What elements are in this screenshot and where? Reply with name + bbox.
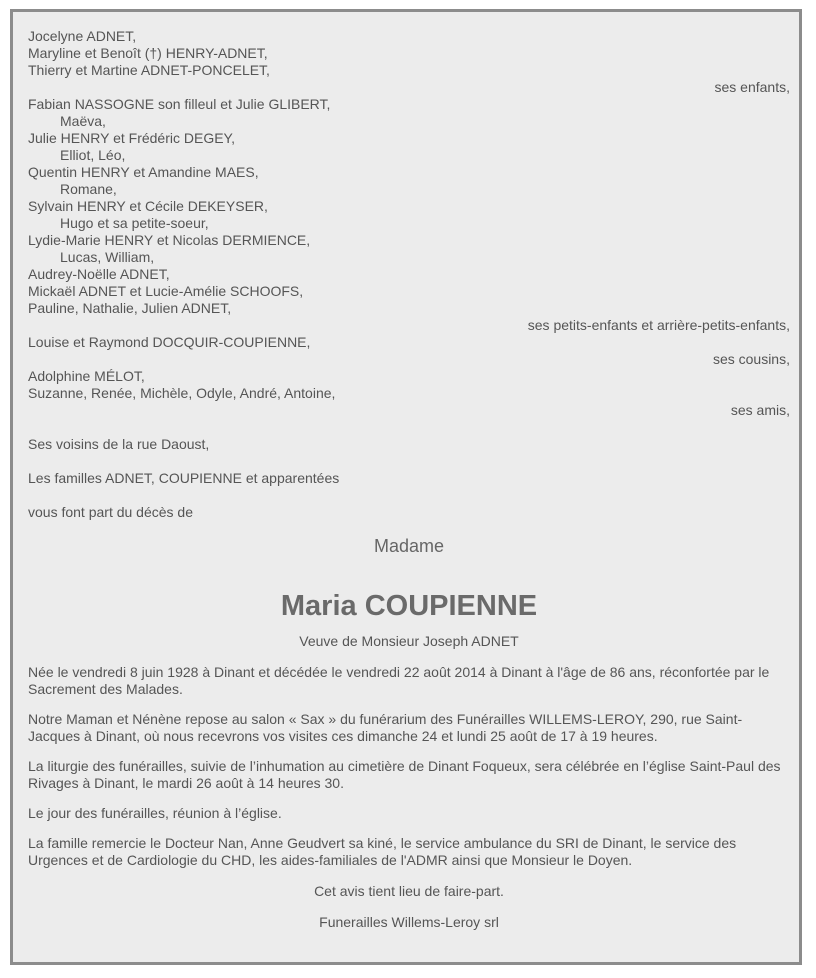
obituary-card <box>10 9 802 965</box>
grandchildren-label: ses petits-enfants et arrière-petits-enfants, <box>527 317 790 333</box>
friend-line: Adolphine MÉLOT, <box>28 368 145 384</box>
friends-label: ses amis, <box>730 402 790 418</box>
great-grandchild-line: Romane, <box>60 181 117 197</box>
cousins-label: ses cousins, <box>712 351 790 367</box>
deceased-title: Madame <box>373 536 445 556</box>
birth-death-paragraph: Née le vendredi 8 juin 1928 à Dinant et décédée le vendredi 22 août 2014 à Dinant à l'âge de 86 ans, réconfortée par le Sacrement des Malades. <box>28 664 770 697</box>
cousin-line: Louise et Raymond DOCQUIR-COUPIENNE, <box>28 334 311 350</box>
deceased-name: Maria COUPIENNE <box>280 590 538 622</box>
obituary-content <box>28 28 790 931</box>
great-grandchild-line: Elliot, Léo, <box>60 147 126 163</box>
grandchild-line: Quentin HENRY et Amandine MAES, <box>28 164 259 180</box>
grandchild-line: Pauline, Nathalie, Julien ADNET, <box>28 300 232 316</box>
grandchild-line: Julie HENRY et Frédéric DEGEY, <box>28 130 235 146</box>
friend-line: Suzanne, Renée, Michèle, Odyle, André, Antoine, <box>28 385 336 401</box>
grandchild-line: Mickaël ADNET et Lucie-Amélie SCHOOFS, <box>28 283 304 299</box>
child-name: Thierry et Martine ADNET-PONCELET, <box>28 62 270 78</box>
neighbours-line: Ses voisins de la rue Daoust, <box>28 436 210 452</box>
visitation-paragraph: Notre Maman et Nénène repose au salon « Sax » du funérarium des Funérailles WILLEMS-LEROY, 290, rue Saint-Jacques à Dinant, où nous recevrons vos visites ces dimanche 24 et lundi 25 août de 17 à 19 heures. <box>28 711 743 744</box>
footer-note: Cet avis tient lieu de faire-part. <box>314 883 504 899</box>
child-name: Maryline et Benoît (†) HENRY-ADNET, <box>28 45 268 61</box>
funeral-paragraph: La liturgie des funérailles, suivie de l’inhumation au cimetière de Dinant Foqueux, sera célébrée en l’église Saint-Paul des Rivages à Dinant, le mardi 26 août à 14 heures 30. <box>28 758 781 791</box>
meeting-paragraph: Le jour des funérailles, réunion à l’église. <box>28 805 282 821</box>
families-line: Les familles ADNET, COUPIENNE et apparentées <box>28 470 340 486</box>
funeral-company: Funerailles Willems-Leroy srl <box>319 914 499 930</box>
great-grandchild-line: Maëva, <box>60 113 106 129</box>
grandchild-line: Lydie-Marie HENRY et Nicolas DERMIENCE, <box>28 232 311 248</box>
child-name: Jocelyne ADNET, <box>28 28 137 44</box>
widow-line: Veuve de Monsieur Joseph ADNET <box>299 633 519 649</box>
great-grandchild-line: Lucas, William, <box>60 249 155 265</box>
grandchild-line: Fabian NASSOGNE son filleul et Julie GLIBERT, <box>28 96 331 112</box>
children-label: ses enfants, <box>714 79 790 95</box>
announce-line: vous font part du décès de <box>28 504 193 520</box>
grandchild-line: Audrey-Noëlle ADNET, <box>28 266 170 282</box>
thanks-paragraph: La famille remercie le Docteur Nan, Anne Geudvert sa kiné, le service ambulance du SRI de Dinant, le service des Urgences et de Cardiologie du CHD, les aides-familiales de l'ADMR ainsi que Monsieur le Doyen. <box>28 835 737 868</box>
grandchild-line: Sylvain HENRY et Cécile DEKEYSER, <box>28 198 268 214</box>
great-grandchild-line: Hugo et sa petite-soeur, <box>60 215 209 231</box>
